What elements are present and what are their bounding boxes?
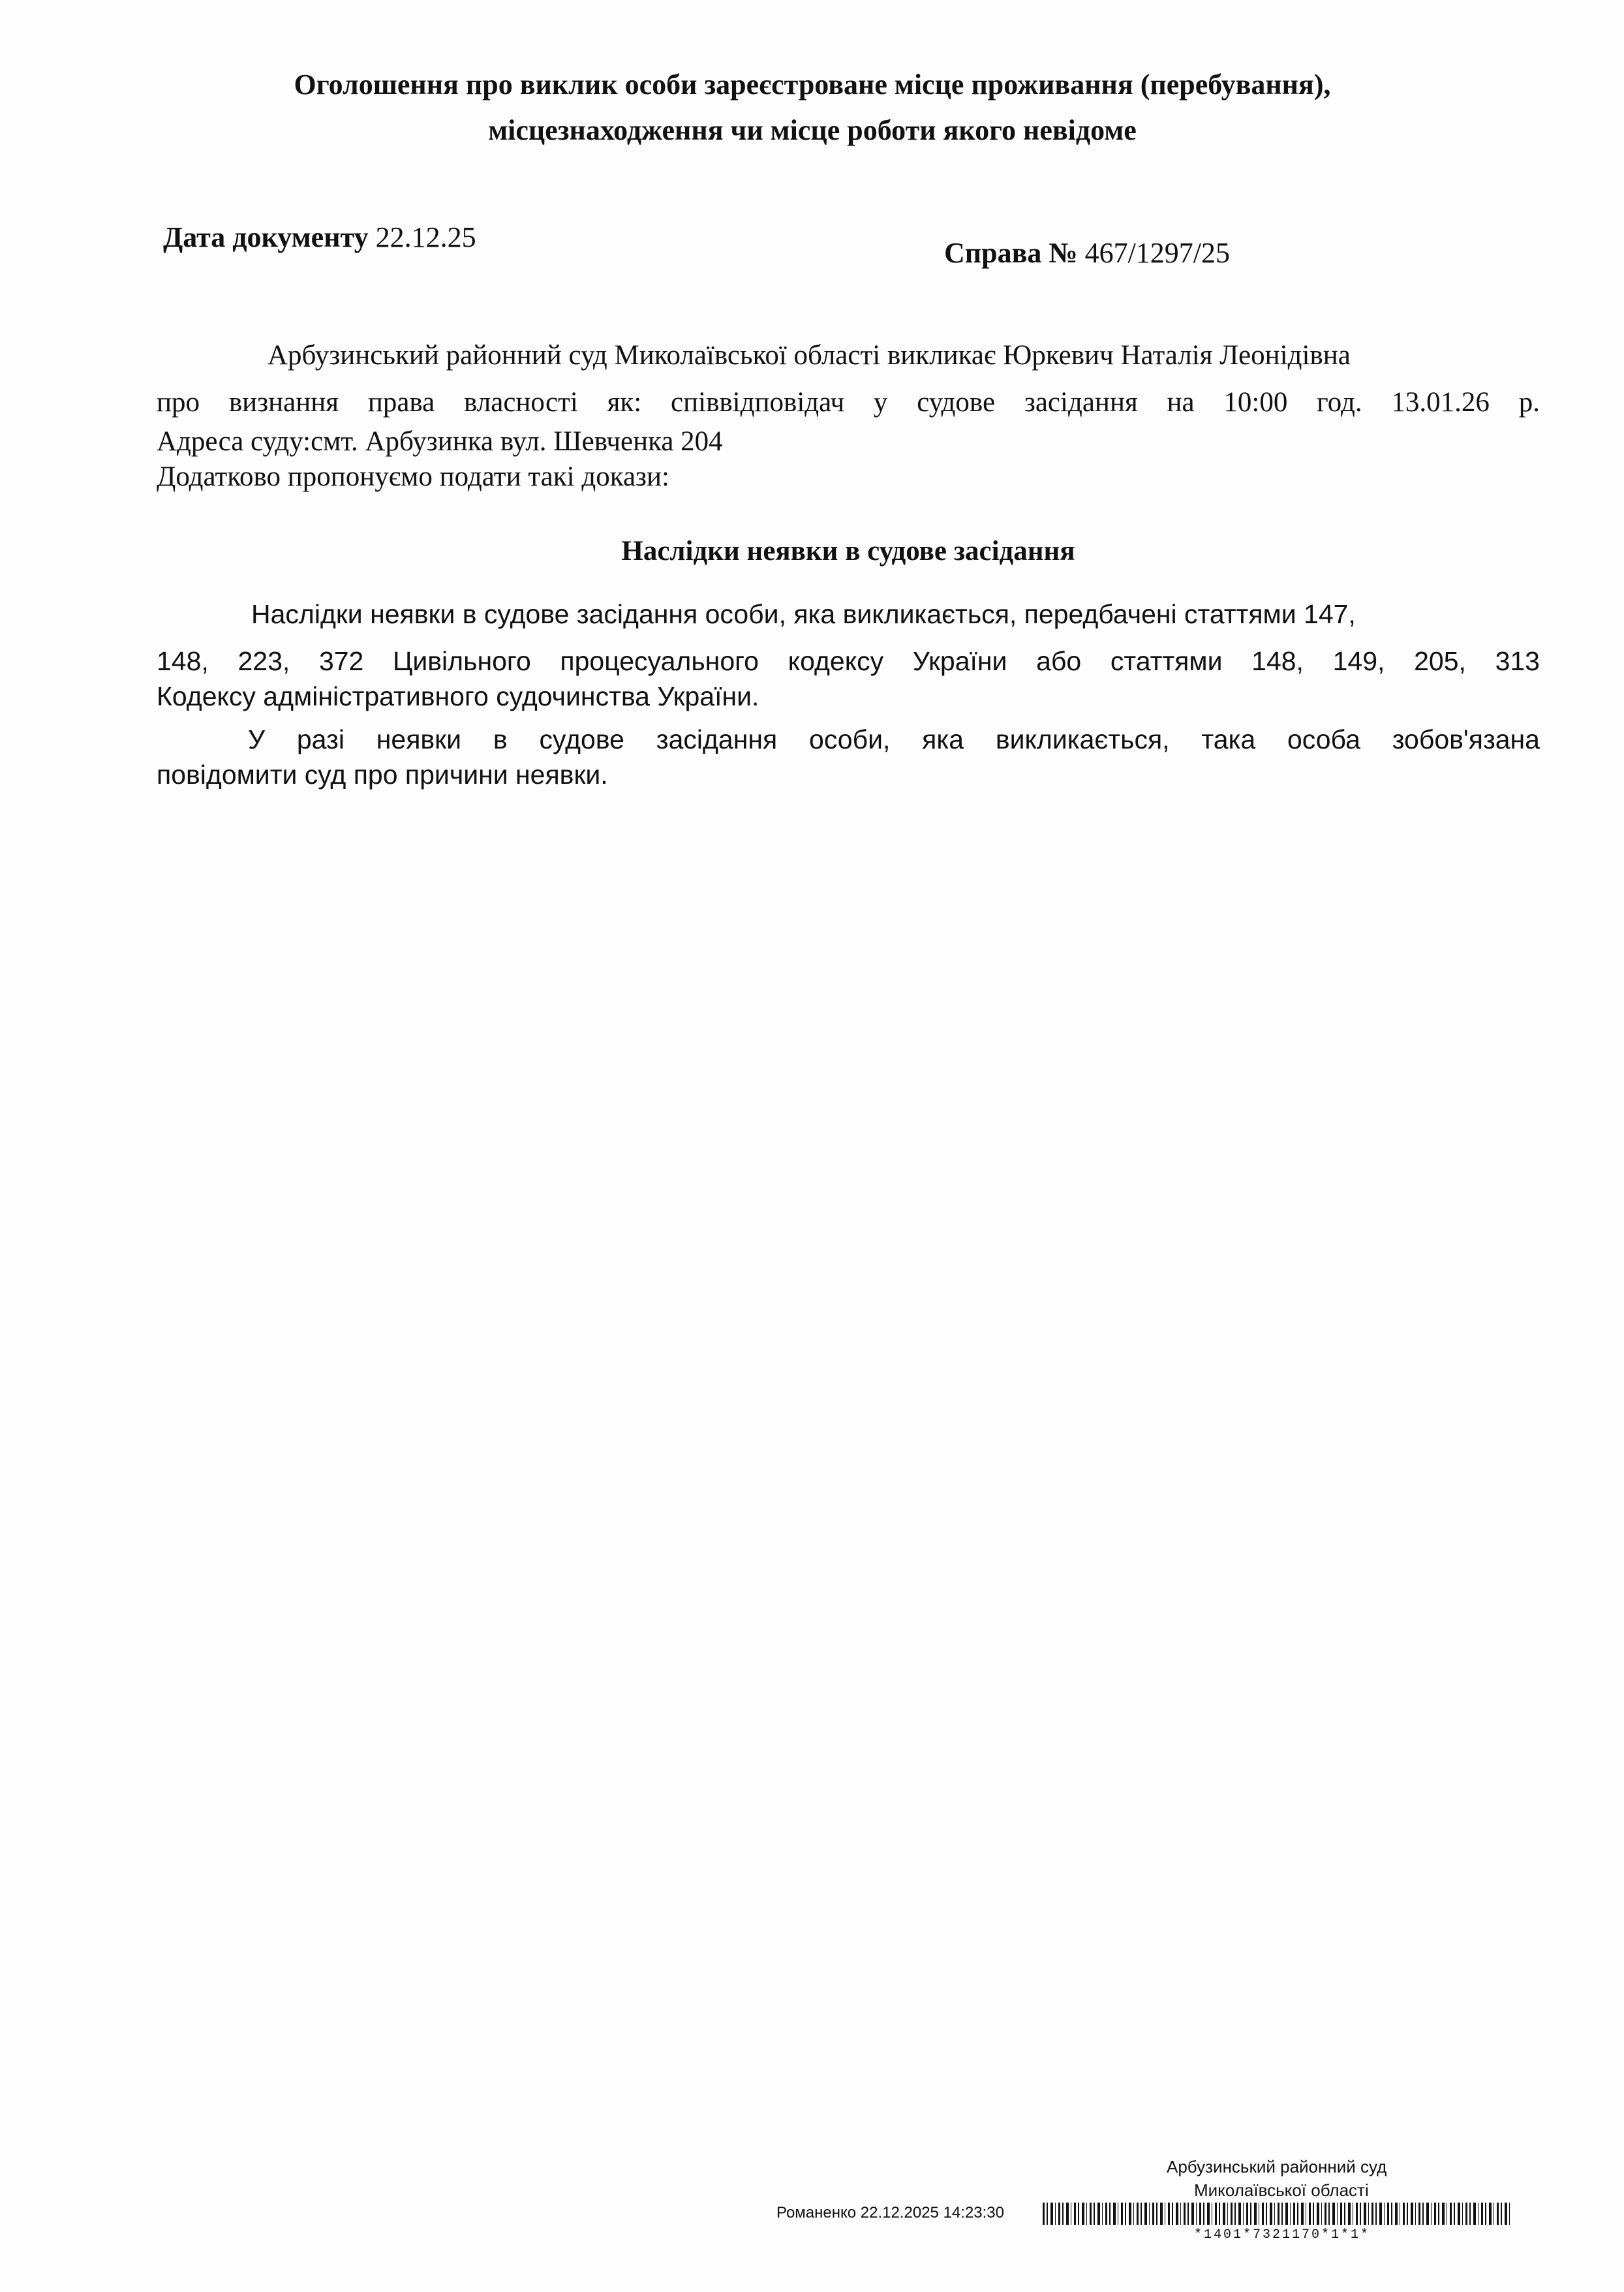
paragraph-1-line-3: Кодексу адміністративного судочинства України. [157, 681, 759, 711]
date-label: Дата документу [163, 221, 369, 253]
stamp-court-line-2: Миколаївської області [1194, 2180, 1369, 2200]
paragraph-1-line-2: 148, 223, 372 Цивільного процесуального кодексу України або статтями 148, 149, 205, 313 [157, 646, 1540, 676]
case-number [944, 236, 1230, 270]
stamp-court-line-1: Арбузинський районний суд [1167, 2157, 1387, 2176]
date-value: 22.12.25 [375, 221, 476, 253]
barcode-digits: *1401*7321170*1*1* [1194, 2227, 1371, 2242]
consequences-heading: Наслідки неявки в судове засідання [621, 536, 1075, 566]
barcode [1043, 2203, 1512, 2225]
case-label: Справа № [944, 237, 1078, 269]
case-value: 467/1297/25 [1084, 237, 1231, 269]
evidence-request: Додатково пропонуємо подати такі докази: [157, 461, 669, 492]
title-line-1: Оголошення про виклик особи зареєстроване місце проживання (перебування), [294, 69, 1331, 101]
paragraph-2-line-2: повідомити суд про причини неявки. [157, 760, 608, 790]
stamp-user-timestamp: Романенко 22.12.2025 14:23:30 [776, 2204, 1004, 2222]
title-line-2: місцезнаходження чи місце роботи якого невідоме [488, 114, 1137, 146]
paragraph-2-line-1: У разі неявки в судове засідання особи, яка викликається, така особа зобов'язана [248, 724, 1540, 754]
document-title [157, 62, 1468, 153]
registration-stamp [776, 2157, 1527, 2255]
paragraph-1-line-1: Наслідки неявки в судове засідання особи, яка викликається, передбачені статтями 147, [251, 599, 1356, 629]
summons-line-2: про визнання права власності як: співвідповідач у судове засідання на 10:00 год. 13.01.26 р. [157, 387, 1540, 418]
court-address: Адреса суду:смт. Арбузинка вул. Шевченка 204 [157, 426, 723, 457]
summons-line-1: Арбузинський районний суд Миколаївської області викликає Юркевич Наталія Леонідівна [268, 340, 1351, 371]
document-date [163, 221, 476, 254]
